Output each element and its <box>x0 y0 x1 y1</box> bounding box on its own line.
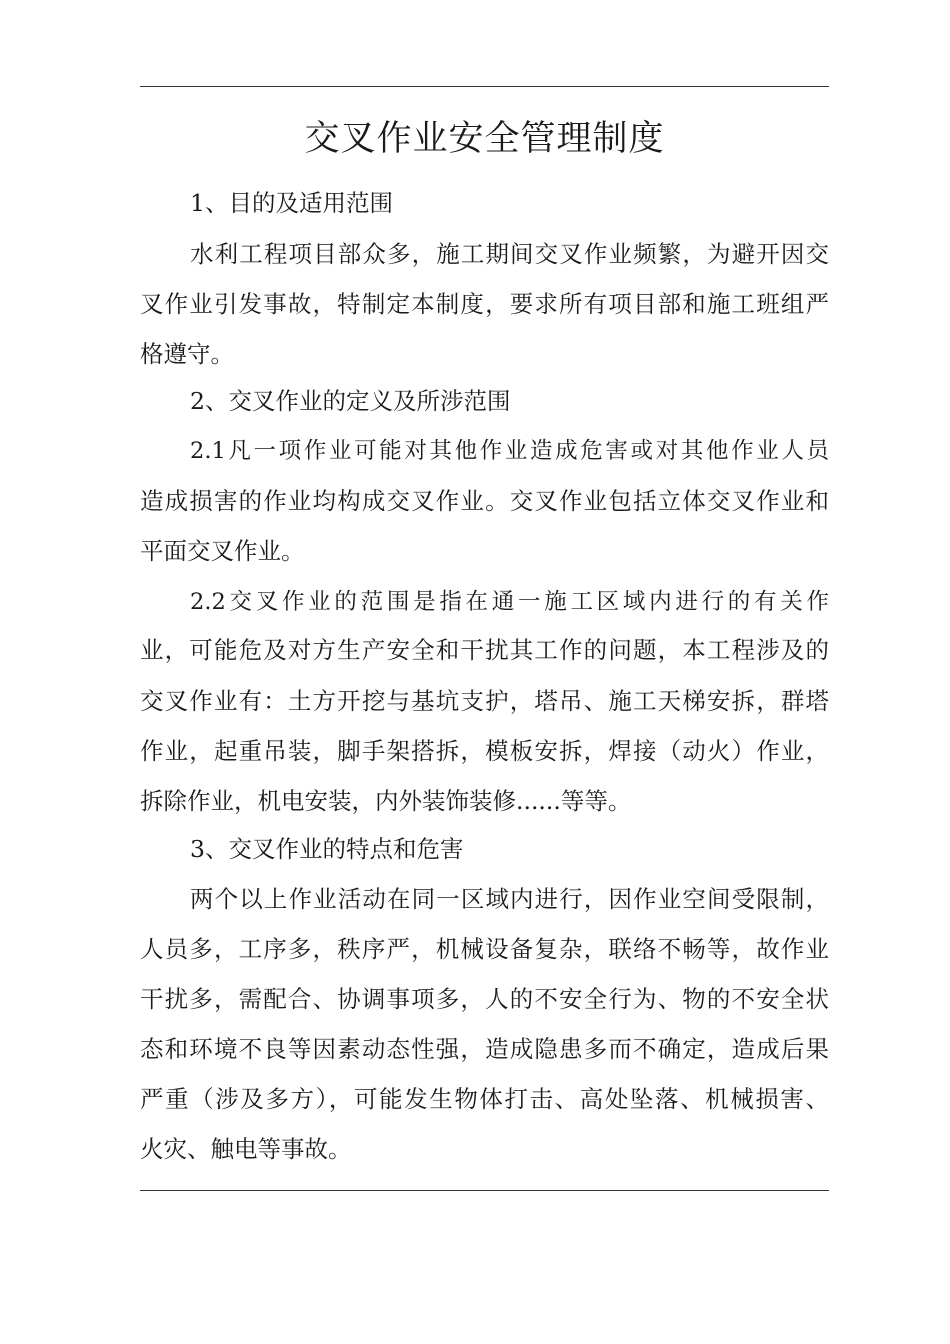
paragraph-line: 水利工程项目部众多，施工期间交叉作业频繁，为避开因交 <box>190 240 829 268</box>
paragraph-line: 交叉作业有：土方开挖与基坑支护，塔吊、施工天梯安拆，群塔 <box>140 687 829 715</box>
document-title: 交叉作业安全管理制度 <box>304 119 665 159</box>
paragraph-line: 2.1凡一项作业可能对其他作业造成危害或对其他作业人员 <box>190 438 829 464</box>
paragraph-line: 2.2交叉作业的范围是指在通一施工区域内进行的有关作 <box>190 589 829 615</box>
paragraph-line: 人员多，工序多，秩序严，机械设备复杂，联络不畅等，故作业 <box>140 935 829 963</box>
paragraph-line: 造成损害的作业均构成交叉作业。交叉作业包括立体交叉作业和 <box>140 487 829 515</box>
section-heading-3: 3、交叉作业的特点和危害 <box>190 835 464 863</box>
paragraph-line: 两个以上作业活动在同一区域内进行，因作业空间受限制， <box>190 885 829 913</box>
header-rule <box>140 86 829 87</box>
paragraph-line: 干扰多，需配合、协调事项多，人的不安全行为、物的不安全状 <box>140 985 829 1013</box>
paragraph-line: 作业，起重吊装，脚手架搭拆，模板安拆，焊接（动火）作业， <box>140 737 829 765</box>
paragraph-line: 平面交叉作业。 <box>140 537 305 565</box>
section-heading-2: 2、交叉作业的定义及所涉范围 <box>190 387 511 415</box>
paragraph-line: 业，可能危及对方生产安全和干扰其工作的问题，本工程涉及的 <box>140 636 829 664</box>
section-heading-1: 1、目的及适用范围 <box>190 189 393 217</box>
paragraph-line: 格遵守。 <box>140 340 234 368</box>
paragraph-line: 态和环境不良等因素动态性强，造成隐患多而不确定，造成后果 <box>140 1035 829 1063</box>
paragraph-line: 叉作业引发事故，特制定本制度，要求所有项目部和施工班组严 <box>140 290 829 318</box>
paragraph-line: 拆除作业，机电安装，内外装饰装修......等等。 <box>140 787 632 815</box>
paragraph-line: 火灾、触电等事故。 <box>140 1135 352 1163</box>
footer-rule <box>140 1190 829 1191</box>
paragraph-line: 严重（涉及多方），可能发生物体打击、高处坠落、机械损害、 <box>140 1085 829 1113</box>
